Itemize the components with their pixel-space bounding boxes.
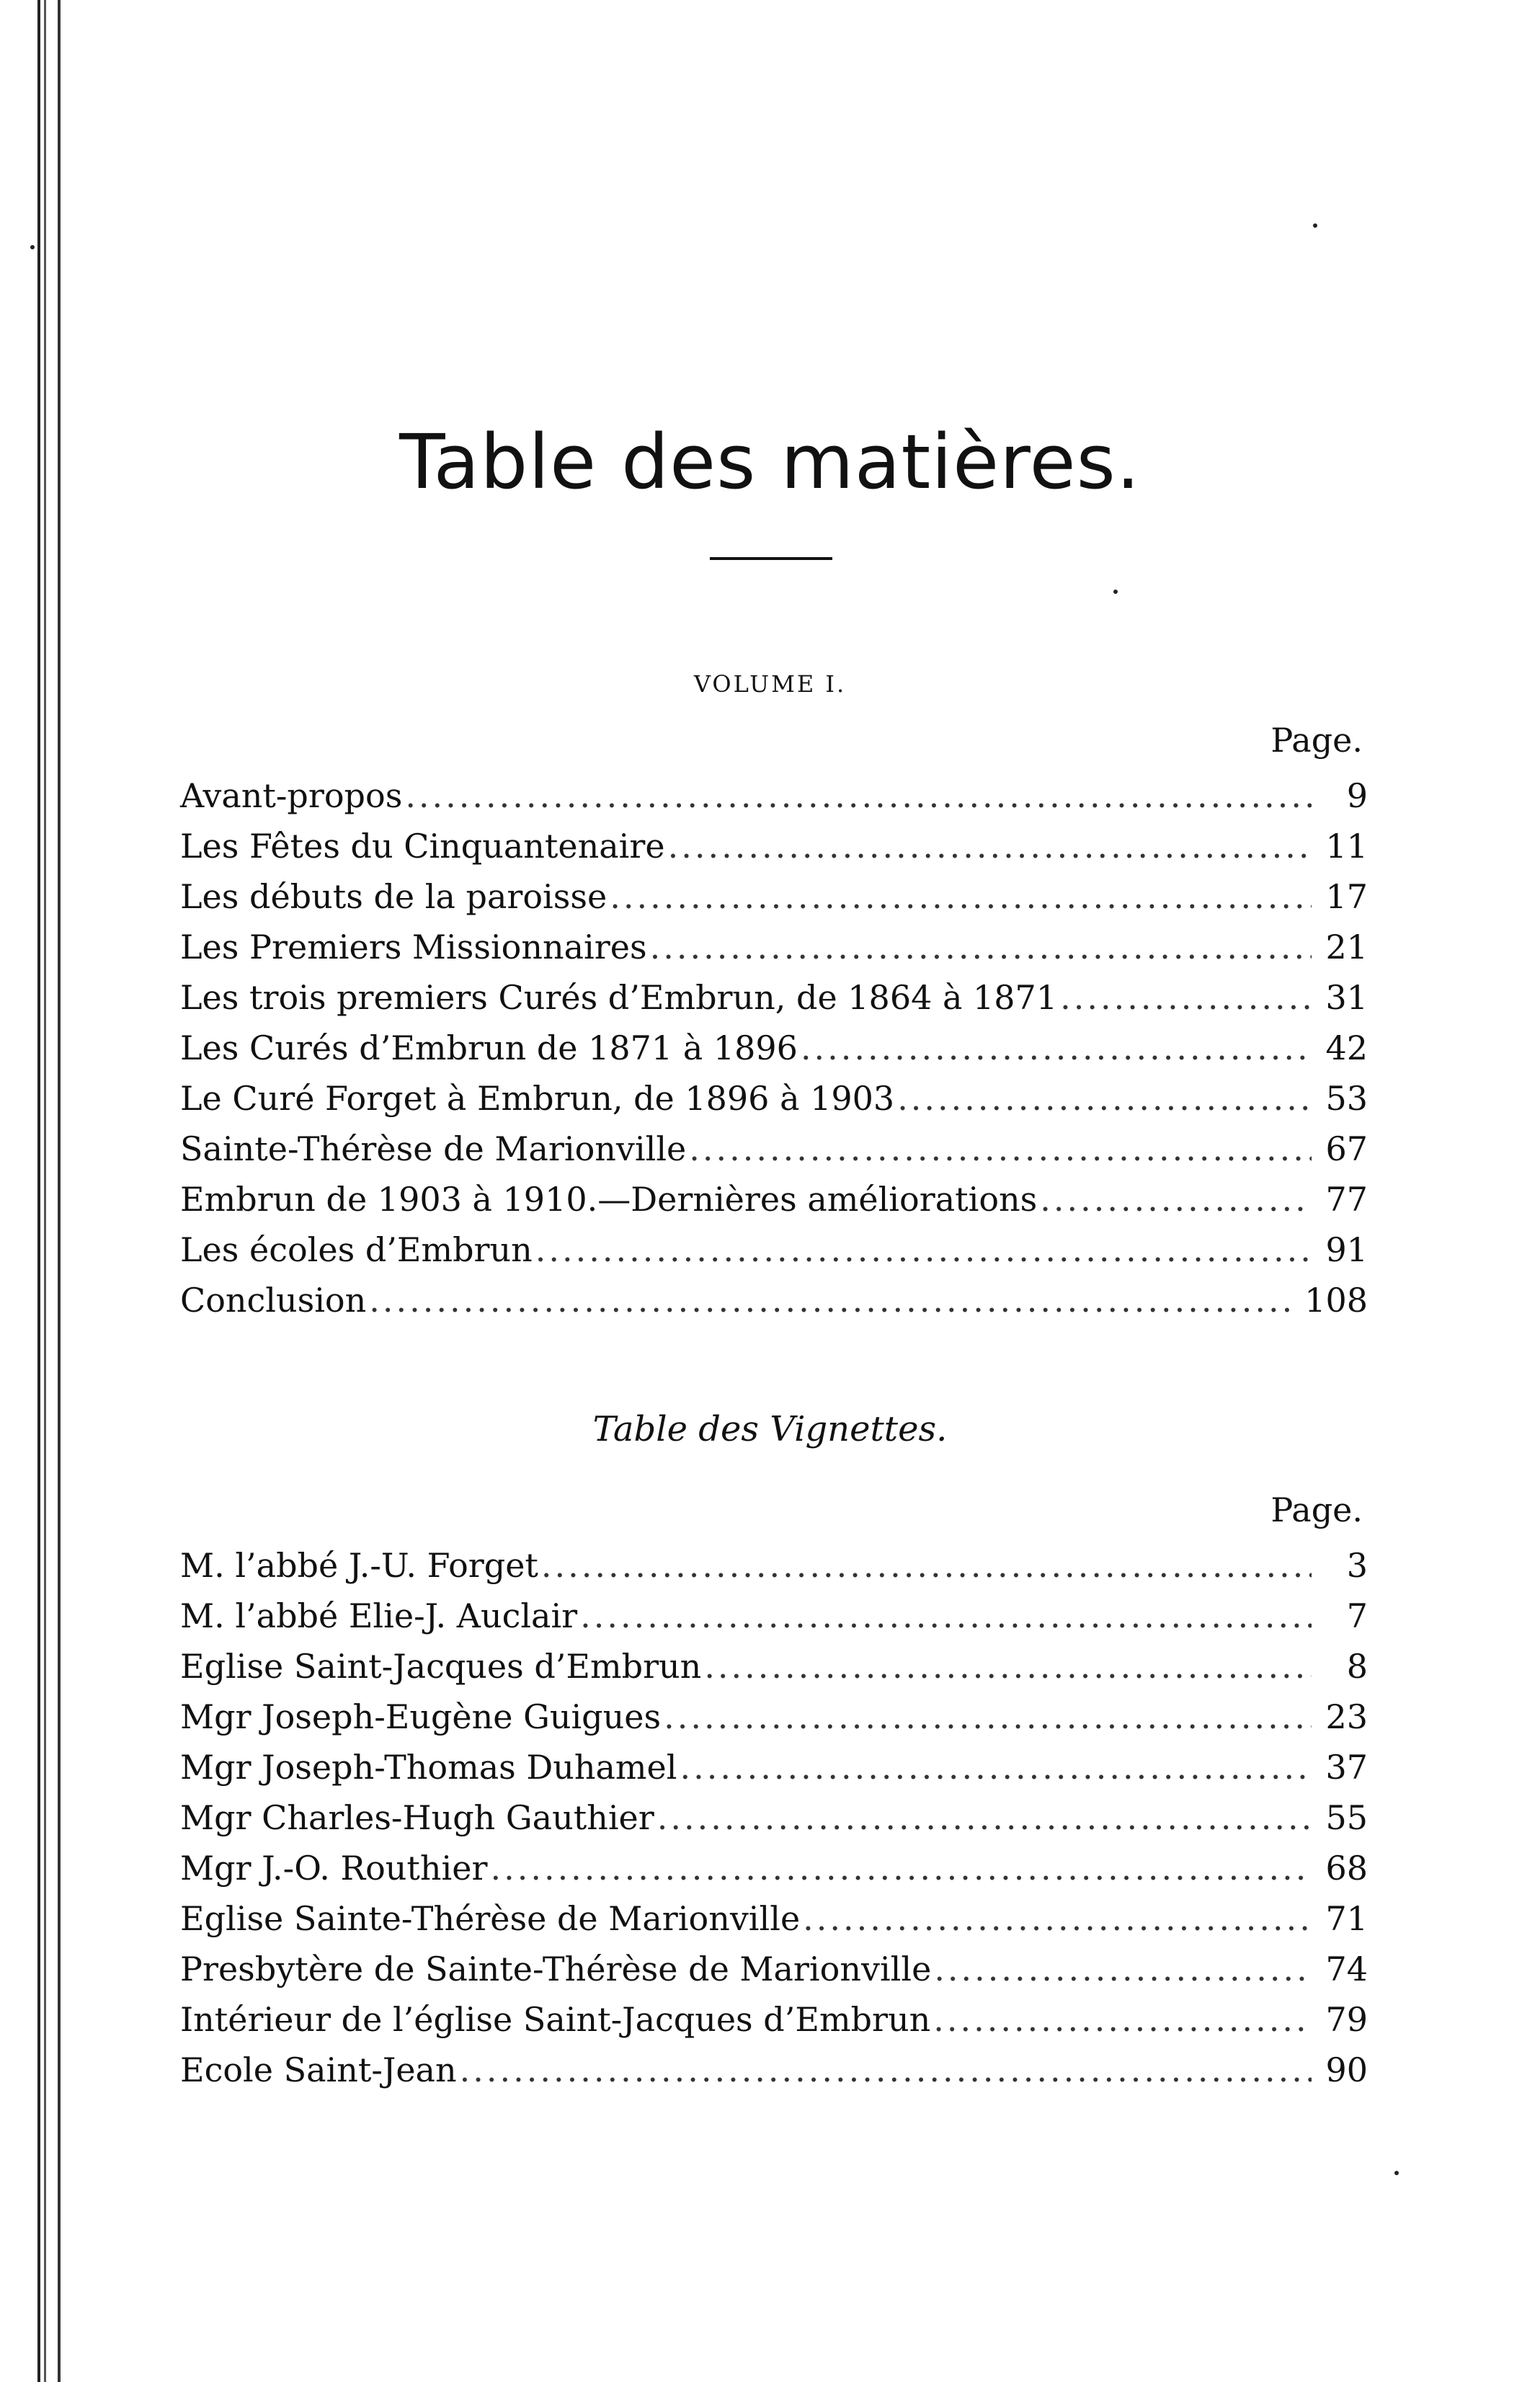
dot-leader: [405, 770, 1312, 821]
toc-entry-page: 21: [1325, 928, 1368, 966]
scan-speck: [1313, 223, 1317, 228]
dot-leader: [680, 1742, 1312, 1792]
toc-entry-title: Mgr Joseph-Eugène Guigues: [180, 1697, 662, 1736]
toc-entry-page: 7: [1346, 1596, 1368, 1635]
dot-leader: [933, 1994, 1312, 2045]
toc-entry-title: Les débuts de la paroisse: [180, 877, 607, 916]
toc-entry-title: Ecole Saint-Jean: [180, 2050, 457, 2089]
dot-leader: [650, 922, 1312, 972]
toc-entry: [180, 922, 1368, 972]
toc-entry: [180, 871, 1368, 922]
toc-entry-title: Les trois premiers Curés d’Embrun, de 1864 à 1871: [180, 978, 1058, 1017]
vignettes-page-column-label: Page.: [1270, 1490, 1363, 1529]
volume-contents-list: [180, 770, 1368, 1325]
toc-entry-title: Embrun de 1903 à 1910.—Dernières améliorations: [180, 1180, 1038, 1219]
dot-leader: [689, 1124, 1312, 1174]
dot-leader: [460, 2045, 1312, 2095]
toc-entry-title: Avant-propos: [180, 776, 403, 815]
toc-entry-title: Les Fêtes du Cinquantenaire: [180, 827, 665, 866]
toc-entry-page: 67: [1325, 1129, 1368, 1168]
binding-edge: [37, 0, 46, 2382]
toc-entry-page: 77: [1325, 1180, 1368, 1219]
dot-leader: [668, 821, 1312, 871]
dot-leader: [803, 1893, 1312, 1944]
toc-entry-page: 68: [1325, 1849, 1368, 1888]
toc-entry-title: M. l’abbé J.-U. Forget: [180, 1546, 538, 1585]
toc-entry-page: 79: [1325, 2000, 1368, 2039]
toc-entry-page: 11: [1325, 827, 1368, 866]
scan-speck: [30, 245, 35, 249]
scan-speck: [1113, 590, 1118, 594]
toc-entry-page: 42: [1325, 1028, 1368, 1067]
toc-entry-page: 53: [1325, 1079, 1368, 1118]
dot-leader: [1040, 1174, 1312, 1225]
toc-entry-page: 91: [1325, 1230, 1368, 1269]
toc-entry-page: 108: [1304, 1281, 1368, 1320]
toc-entry: [180, 821, 1368, 871]
toc-entry: [180, 1225, 1368, 1275]
toc-entry-title: M. l’abbé Elie-J. Auclair: [180, 1596, 578, 1635]
toc-entry-title: Eglise Saint-Jacques d’Embrun: [180, 1647, 702, 1686]
toc-entry: [180, 1641, 1368, 1692]
toc-entry: [180, 770, 1368, 821]
toc-entry-title: Les écoles d’Embrun: [180, 1230, 533, 1269]
toc-entry-title: Sainte-Thérèse de Marionville: [180, 1129, 687, 1168]
toc-entry-page: 37: [1325, 1748, 1368, 1787]
toc-entry: [180, 1843, 1368, 1893]
toc-entry: [180, 1540, 1368, 1591]
toc-entry-title: Conclusion: [180, 1281, 367, 1320]
toc-entry-page: 71: [1325, 1899, 1368, 1938]
dot-leader: [801, 1023, 1312, 1073]
dot-leader: [664, 1692, 1312, 1742]
binding-edge-line: [58, 0, 61, 2382]
toc-entry: [180, 1174, 1368, 1225]
toc-entry-page: 8: [1346, 1647, 1368, 1686]
dot-leader: [897, 1073, 1312, 1124]
toc-entry-title: Mgr Charles-Hugh Gauthier: [180, 1798, 654, 1837]
toc-entry: [180, 1023, 1368, 1073]
toc-entry-page: 23: [1325, 1697, 1368, 1736]
volume-page-column-label: Page.: [1270, 721, 1363, 760]
dot-leader: [610, 871, 1312, 922]
toc-entry-title: Les Premiers Missionnaires: [180, 928, 647, 966]
toc-entry: [180, 2045, 1368, 2095]
volume-heading: VOLUME I.: [693, 670, 847, 698]
toc-entry-title: Les Curés d’Embrun de 1871 à 1896: [180, 1028, 798, 1067]
scan-speck: [1394, 2171, 1399, 2175]
toc-entry-page: 17: [1325, 877, 1368, 916]
toc-entry-page: 31: [1325, 978, 1368, 1017]
toc-entry: [180, 972, 1368, 1023]
toc-entry-page: 55: [1325, 1798, 1368, 1837]
toc-entry-page: 9: [1346, 776, 1368, 815]
toc-entry: [180, 1591, 1368, 1641]
toc-entry-title: Mgr J.-O. Routhier: [180, 1849, 488, 1888]
toc-entry-page: 74: [1325, 1950, 1368, 1988]
toc-entry: [180, 1692, 1368, 1742]
page-title: Table des matières.: [399, 417, 1141, 506]
toc-entry-page: 3: [1346, 1546, 1368, 1585]
toc-entry-title: Intérieur de l’église Saint-Jacques d’Embrun: [180, 2000, 931, 2039]
dot-leader: [934, 1944, 1312, 1994]
dot-leader: [490, 1843, 1312, 1893]
toc-entry-title: Eglise Sainte-Thérèse de Marionville: [180, 1899, 801, 1938]
dot-leader: [535, 1225, 1312, 1275]
toc-entry: [180, 1994, 1368, 2045]
toc-entry-title: Le Curé Forget à Embrun, de 1896 à 1903: [180, 1079, 895, 1118]
toc-entry: [180, 1944, 1368, 1994]
toc-entry-title: Mgr Joseph-Thomas Duhamel: [180, 1748, 677, 1787]
dot-leader: [369, 1275, 1294, 1325]
toc-entry: [180, 1742, 1368, 1792]
dot-leader: [704, 1641, 1312, 1692]
vignettes-contents-list: [180, 1540, 1368, 2095]
toc-entry-page: 90: [1325, 2050, 1368, 2089]
dot-leader: [657, 1792, 1312, 1843]
toc-entry-title: Presbytère de Sainte-Thérèse de Marionville: [180, 1950, 932, 1988]
vignettes-heading: Table des Vignettes.: [592, 1409, 948, 1449]
dot-leader: [1060, 972, 1312, 1023]
toc-entry: [180, 1792, 1368, 1843]
dot-leader: [580, 1591, 1312, 1641]
toc-entry: [180, 1124, 1368, 1174]
toc-entry: [180, 1073, 1368, 1124]
title-rule: [710, 557, 832, 560]
toc-entry: [180, 1275, 1368, 1325]
toc-entry: [180, 1893, 1368, 1944]
dot-leader: [541, 1540, 1312, 1591]
